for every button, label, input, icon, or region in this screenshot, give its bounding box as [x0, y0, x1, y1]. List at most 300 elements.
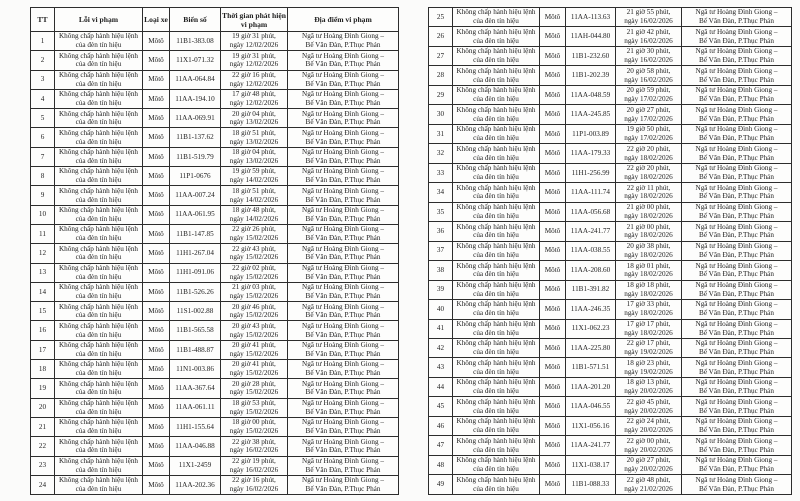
location-cell [682, 455, 792, 474]
time-cell [616, 416, 682, 435]
vehicle-type-cell: Môtô [540, 261, 566, 280]
location-cell [682, 475, 792, 495]
vehicle-type-cell: Môtô [143, 167, 170, 186]
vehicle-type-cell: Môtô [540, 222, 566, 241]
location-cell-line: Ngã tư Hoàng Đình Giong – [695, 27, 778, 36]
plate-cell: 11AA-048.59 [566, 85, 616, 104]
violation-cell: Không chấp hành hiệu lệnh của đèn tín hiệu [453, 144, 540, 163]
time-cell-line: ngày 15/02/2026 [229, 234, 279, 243]
plate-cell: 11B1-519.79 [170, 147, 221, 166]
violation-cell: Không chấp hành hiệu lệnh của đèn tín hiệu [55, 475, 143, 494]
violation-cell: Không chấp hành hiệu lệnh của đèn tín hiệu [55, 244, 143, 263]
violation-cell: Không chấp hành hiệu lệnh của đèn tín hiệu [453, 261, 540, 280]
row-number-cell: 49 [429, 475, 453, 495]
time-cell [616, 358, 682, 377]
location-cell-line: Ngã tư Hoàng Đình Giong – [302, 109, 384, 118]
violation-row [31, 70, 399, 89]
vehicle-type-cell: Môtô [143, 456, 170, 475]
location-cell-line: Ngã tư Hoàng Đình Giong – [695, 397, 778, 406]
violation-row [429, 183, 792, 202]
plate-cell: 11H1-256.99 [566, 163, 616, 182]
time-cell [221, 360, 288, 379]
location-cell-line: Bế Văn Đàn, P.Thục Phán [699, 192, 774, 201]
violation-row [31, 417, 399, 436]
header-violation: Lỗi vi phạm [55, 8, 143, 32]
location-cell-line: Bế Văn Đàn, P.Thục Phán [699, 387, 774, 396]
time-cell-line: 21 giờ 30 phút, [626, 47, 671, 56]
plate-cell: 11AA-241.77 [566, 436, 616, 455]
location-cell-line: Ngã tư Hoàng Đình Giong – [695, 8, 778, 17]
location-cell [288, 302, 399, 321]
location-cell-line: Ngã tư Hoàng Đình Giong – [695, 183, 778, 192]
time-cell-line: ngày 20/02/2026 [624, 387, 673, 396]
time-cell-line: 18 giờ 01 phút, [626, 261, 671, 270]
violation-cell: Không chấp hành hiệu lệnh của đèn tín hiệu [55, 282, 143, 301]
vehicle-type-cell: Môtô [540, 475, 566, 495]
violation-cell: Không chấp hành hiệu lệnh của đèn tín hiệu [55, 360, 143, 379]
location-cell-line: Ngã tư Hoàng Đình Giong – [695, 86, 778, 95]
violation-cell: Không chấp hành hiệu lệnh của đèn tín hiệu [453, 222, 540, 241]
location-cell [682, 338, 792, 357]
time-cell [221, 32, 288, 51]
row-number-cell: 2 [31, 51, 55, 70]
time-cell-line: 20 giờ 38 phút, [626, 242, 671, 251]
location-cell-line: Bế Văn Đàn, P.Thục Phán [699, 328, 774, 337]
time-cell-line: ngày 16/02/2026 [229, 465, 279, 474]
plate-cell: 11AA-064.84 [170, 70, 221, 89]
vehicle-type-cell: Môtô [143, 51, 170, 70]
plate-cell: 11AA-245.85 [566, 105, 616, 124]
location-cell-line: Ngã tư Hoàng Đình Giong – [695, 436, 778, 445]
location-cell [288, 340, 399, 359]
location-cell-line: Bế Văn Đàn, P.Thục Phán [699, 134, 774, 143]
violation-row [31, 340, 399, 359]
vehicle-type-cell: Môtô [143, 302, 170, 321]
row-number-cell: 23 [31, 456, 55, 475]
location-cell-line: Ngã tư Hoàng Đình Giong – [302, 244, 384, 253]
time-cell-line: ngày 15/02/2026 [229, 253, 279, 262]
violation-row [429, 241, 792, 260]
row-number-cell: 34 [429, 183, 453, 202]
violation-cell: Không chấp hành hiệu lệnh của đèn tín hiệu [453, 280, 540, 299]
time-cell-line: ngày 14/02/2026 [229, 176, 279, 185]
violation-cell: Không chấp hành hiệu lệnh của đèn tín hiệu [453, 475, 540, 495]
location-cell [682, 416, 792, 435]
time-cell-line: 22 giờ 20 phút, [626, 144, 671, 153]
vehicle-type-cell: Môtô [143, 147, 170, 166]
vehicle-type-cell: Môtô [143, 32, 170, 51]
violation-row [429, 280, 792, 299]
location-cell-line: Bế Văn Đàn, P.Thục Phán [305, 484, 381, 493]
violation-cell: Không chấp hành hiệu lệnh của đèn tín hiệu [55, 302, 143, 321]
location-cell-line: Bế Văn Đàn, P.Thục Phán [305, 407, 381, 416]
time-cell-line: 22 giờ 16 phút, [232, 70, 276, 79]
plate-cell: 11AA-046.55 [566, 397, 616, 416]
violation-cell: Không chấp hành hiệu lệnh của đèn tín hiệu [55, 205, 143, 224]
vehicle-type-cell: Môtô [540, 241, 566, 260]
location-cell-line: Bế Văn Đàn, P.Thục Phán [305, 349, 381, 358]
violation-cell: Không chấp hành hiệu lệnh của đèn tín hiệu [453, 46, 540, 65]
violation-cell: Không chấp hành hiệu lệnh của đèn tín hiệu [55, 379, 143, 398]
location-cell-line: Ngã tư Hoàng Đình Giong – [695, 281, 778, 289]
row-number-cell: 25 [429, 8, 453, 27]
time-cell [221, 51, 288, 70]
time-cell [616, 46, 682, 65]
row-number-cell: 37 [429, 241, 453, 260]
time-cell-line: ngày 16/02/2026 [624, 17, 673, 26]
violation-cell: Không chấp hành hiệu lệnh của đèn tín hiệu [453, 66, 540, 85]
location-cell-line: Ngã tư Hoàng Đình Giong – [302, 32, 384, 41]
row-number-cell: 41 [429, 319, 453, 338]
time-cell-line: 22 giờ 11 phút, [626, 183, 671, 192]
time-cell-line: ngày 18/02/2026 [624, 153, 673, 162]
location-cell [288, 417, 399, 436]
violation-row [31, 475, 399, 494]
location-cell [682, 27, 792, 46]
time-cell [221, 89, 288, 108]
row-number-cell: 46 [429, 416, 453, 435]
location-cell-line: Bế Văn Đàn, P.Thục Phán [699, 75, 774, 84]
time-cell-line: 22 giờ 19 phút, [232, 456, 276, 465]
location-cell-line: Ngã tư Hoàng Đình Giong – [695, 378, 778, 387]
row-number-cell: 47 [429, 436, 453, 455]
time-cell [221, 302, 288, 321]
vehicle-type-cell: Môtô [540, 358, 566, 377]
row-number-cell: 11 [31, 224, 55, 243]
time-cell-line: ngày 12/02/2026 [229, 99, 279, 108]
time-cell-line: 21 giờ 55 phút, [626, 8, 671, 17]
violation-row [31, 282, 399, 301]
violation-cell: Không chấp hành hiệu lệnh của đèn tín hiệu [453, 397, 540, 416]
time-cell-line: ngày 16/02/2026 [229, 446, 279, 455]
plate-cell: 11AA-061.95 [170, 205, 221, 224]
location-cell-line: Bế Văn Đàn, P.Thục Phán [699, 153, 774, 162]
location-cell [288, 32, 399, 51]
time-cell-line: 22 giờ 24 phút, [626, 417, 671, 426]
plate-cell: 11AA-007.24 [170, 186, 221, 205]
plate-cell: 11P1-003.89 [566, 124, 616, 143]
violation-row [31, 109, 399, 128]
violation-row [429, 397, 792, 416]
time-cell-line: 20 giờ 28 phút, [232, 379, 276, 388]
location-cell-line: Ngã tư Hoàng Đình Giong – [302, 360, 384, 369]
vehicle-type-cell: Môtô [540, 163, 566, 182]
time-cell-line: ngày 18/02/2026 [624, 211, 673, 220]
violation-row [31, 379, 399, 398]
location-cell-line: Bế Văn Đàn, P.Thục Phán [305, 137, 381, 146]
location-cell [682, 8, 792, 27]
violation-cell: Không chấp hành hiệu lệnh của đèn tín hiệu [55, 32, 143, 51]
plate-cell: 11AA-056.68 [566, 202, 616, 221]
header-location: Địa điểm vi phạm [288, 8, 399, 32]
location-cell-line: Bế Văn Đàn, P.Thục Phán [699, 95, 774, 104]
violation-row [429, 475, 792, 495]
time-cell [616, 27, 682, 46]
vehicle-type-cell: Môtô [143, 379, 170, 398]
violation-cell: Không chấp hành hiệu lệnh của đèn tín hiệu [55, 51, 143, 70]
time-cell-line: ngày 18/02/2026 [624, 172, 673, 181]
vehicle-type-cell: Môtô [540, 8, 566, 27]
time-cell-line: 19 giờ 31 phút, [232, 51, 276, 60]
header-time: Thời gian phát hiện vi phạm [221, 8, 288, 32]
plate-cell: 11B1-088.33 [566, 475, 616, 495]
row-number-cell: 29 [429, 85, 453, 104]
violation-cell: Không chấp hành hiệu lệnh của đèn tín hiệu [453, 358, 540, 377]
vehicle-type-cell: Môtô [143, 70, 170, 89]
location-cell-line: Bế Văn Đàn, P.Thục Phán [699, 445, 774, 454]
time-cell-line: ngày 15/02/2026 [229, 427, 279, 436]
location-cell-line: Ngã tư Hoàng Đình Giong – [695, 339, 778, 348]
violation-cell: Không chấp hành hiệu lệnh của đèn tín hiệu [55, 417, 143, 436]
time-cell-line: ngày 20/02/2026 [624, 426, 673, 435]
violation-row [31, 32, 399, 51]
row-number-cell: 28 [429, 66, 453, 85]
vehicle-type-cell: Môtô [540, 183, 566, 202]
time-cell-line: ngày 16/02/2026 [624, 36, 673, 45]
vehicle-type-cell: Môtô [143, 89, 170, 108]
location-cell [288, 379, 399, 398]
time-cell-line: 18 giờ 51 phút, [232, 128, 276, 137]
location-cell-line: Bế Văn Đàn, P.Thục Phán [305, 465, 381, 474]
location-cell [288, 205, 399, 224]
plate-cell: 11AA-208.60 [566, 261, 616, 280]
violation-row [429, 105, 792, 124]
violation-row [31, 205, 399, 224]
time-cell [221, 263, 288, 282]
violation-row [429, 338, 792, 357]
time-cell [616, 338, 682, 357]
plate-cell: 11AA-202.36 [170, 475, 221, 494]
violation-cell: Không chấp hành hiệu lệnh của đèn tín hiệu [55, 456, 143, 475]
row-number-cell: 3 [31, 70, 55, 89]
location-cell [682, 377, 792, 396]
row-number-cell: 12 [31, 244, 55, 263]
time-cell-line: ngày 18/02/2026 [624, 270, 673, 279]
time-cell-line: 17 giờ 48 phút, [232, 90, 276, 99]
violation-cell: Không chấp hành hiệu lệnh của đèn tín hiệu [453, 183, 540, 202]
time-cell-line: ngày 17/02/2026 [624, 95, 673, 104]
violation-cell: Không chấp hành hiệu lệnh của đèn tín hiệu [55, 109, 143, 128]
violation-cell: Không chấp hành hiệu lệnh của đèn tín hiệu [55, 70, 143, 89]
location-cell-line: Ngã tư Hoàng Đình Giong – [695, 164, 778, 173]
location-cell [288, 70, 399, 89]
vehicle-type-cell: Môtô [540, 300, 566, 319]
violation-cell: Không chấp hành hiệu lệnh của đèn tín hiệu [453, 85, 540, 104]
location-cell-line: Bế Văn Đàn, P.Thục Phán [305, 272, 381, 281]
row-number-cell: 20 [31, 398, 55, 417]
plate-cell: 11B1-383.08 [170, 32, 221, 51]
location-cell-line: Ngã tư Hoàng Đình Giong – [695, 319, 778, 328]
time-cell-line: 20 giờ 59 phút, [626, 86, 671, 95]
location-cell [288, 475, 399, 494]
time-cell-line: ngày 18/02/2026 [624, 328, 673, 337]
vehicle-type-cell: Môtô [143, 205, 170, 224]
vehicle-type-cell: Môtô [143, 398, 170, 417]
time-cell-line: 21 giờ 03 phút, [232, 283, 276, 292]
location-cell [682, 280, 792, 299]
time-cell-line: 19 giờ 59 phút, [232, 167, 276, 176]
location-cell-line: Bế Văn Đàn, P.Thục Phán [699, 367, 774, 376]
violation-row [429, 66, 792, 85]
vehicle-type-cell: Môtô [540, 105, 566, 124]
location-cell-line: Ngã tư Hoàng Đình Giong – [302, 128, 384, 137]
location-cell-line: Ngã tư Hoàng Đình Giong – [302, 51, 384, 60]
location-cell-line: Ngã tư Hoàng Đình Giong – [695, 203, 778, 212]
location-cell-line: Bế Văn Đàn, P.Thục Phán [305, 330, 381, 339]
location-cell-line: Bế Văn Đàn, P.Thục Phán [305, 79, 381, 88]
vehicle-type-cell: Môtô [540, 124, 566, 143]
row-number-cell: 40 [429, 300, 453, 319]
location-cell [288, 167, 399, 186]
vehicle-type-cell: Môtô [540, 436, 566, 455]
location-cell [288, 186, 399, 205]
location-cell-line: Bế Văn Đàn, P.Thục Phán [699, 172, 774, 181]
time-cell [221, 437, 288, 456]
time-cell-line: 22 giờ 45 phút, [626, 397, 671, 406]
location-cell [682, 105, 792, 124]
location-cell [682, 261, 792, 280]
vehicle-type-cell: Môtô [143, 109, 170, 128]
time-cell-line: 18 giờ 23 phút, [626, 358, 671, 367]
location-cell-line: Bế Văn Đàn, P.Thục Phán [699, 465, 774, 474]
row-number-cell: 33 [429, 163, 453, 182]
location-cell-line: Ngã tư Hoàng Đình Giong – [302, 379, 384, 388]
location-cell-line: Bế Văn Đàn, P.Thục Phán [305, 176, 381, 185]
location-cell-line: Ngã tư Hoàng Đình Giong – [695, 242, 778, 251]
time-cell-line: ngày 18/02/2026 [624, 231, 673, 240]
violation-row [31, 360, 399, 379]
plate-cell: 11AH-044.80 [566, 27, 616, 46]
vehicle-type-cell: Môtô [143, 417, 170, 436]
row-number-cell: 42 [429, 338, 453, 357]
plate-cell: 11AA-111.74 [566, 183, 616, 202]
row-number-cell: 18 [31, 360, 55, 379]
time-cell [616, 105, 682, 124]
header-vehicle: Loại xe [143, 8, 170, 32]
time-cell-line: 22 giờ 17 phút, [626, 339, 671, 348]
row-number-cell: 39 [429, 280, 453, 299]
time-cell-line: 18 giờ 00 phút, [232, 418, 276, 427]
row-number-cell: 45 [429, 397, 453, 416]
location-cell [288, 321, 399, 340]
plate-cell: 11B1-571.51 [566, 358, 616, 377]
plate-cell: 11AA-061.11 [170, 398, 221, 417]
time-cell-line: 22 giờ 00 phút, [626, 436, 671, 445]
time-cell-line: ngày 17/02/2026 [624, 134, 673, 143]
violation-row [31, 167, 399, 186]
plate-cell: 11AA-038.55 [566, 241, 616, 260]
location-cell-line: Ngã tư Hoàng Đình Giong – [302, 70, 384, 79]
location-cell-line: Bế Văn Đàn, P.Thục Phán [699, 114, 774, 123]
location-cell-line: Ngã tư Hoàng Đình Giong – [302, 225, 384, 234]
location-cell [682, 241, 792, 260]
violation-row [429, 202, 792, 221]
violation-cell: Không chấp hành hiệu lệnh của đèn tín hiệu [453, 300, 540, 319]
location-cell-line: Bế Văn Đàn, P.Thục Phán [305, 253, 381, 262]
time-cell-line: ngày 16/02/2026 [624, 75, 673, 84]
plate-cell: 11P1-0676 [170, 167, 221, 186]
location-cell-line: Ngã tư Hoàng Đình Giong – [302, 167, 384, 176]
violation-cell: Không chấp hành hiệu lệnh của đèn tín hiệu [55, 437, 143, 456]
violation-cell: Không chấp hành hiệu lệnh của đèn tín hiệu [453, 338, 540, 357]
location-cell-line: Bế Văn Đàn, P.Thục Phán [699, 406, 774, 415]
location-cell-line: Ngã tư Hoàng Đình Giong – [695, 125, 778, 134]
time-cell-line: 17 giờ 33 phút, [626, 300, 671, 309]
time-cell-line: ngày 20/02/2026 [624, 445, 673, 454]
plate-cell: 11B1-526.26 [170, 282, 221, 301]
location-cell [288, 51, 399, 70]
row-number-cell: 48 [429, 455, 453, 474]
violation-row [31, 51, 399, 70]
time-cell-line: ngày 14/02/2026 [229, 195, 279, 204]
plate-cell: 11AA-241.77 [566, 222, 616, 241]
violation-cell: Không chấp hành hiệu lệnh của đèn tín hiệu [453, 8, 540, 27]
violation-row [429, 358, 792, 377]
time-cell-line: ngày 13/02/2026 [229, 137, 279, 146]
time-cell [221, 167, 288, 186]
violation-row [31, 302, 399, 321]
time-cell [616, 436, 682, 455]
time-cell-line: ngày 12/02/2026 [229, 79, 279, 88]
time-cell-line: ngày 18/02/2026 [624, 192, 673, 201]
violation-row [31, 456, 399, 475]
location-cell [682, 436, 792, 455]
vehicle-type-cell: Môtô [540, 66, 566, 85]
time-cell [616, 377, 682, 396]
time-cell-line: ngày 15/02/2026 [229, 330, 279, 339]
time-cell-line: ngày 19/02/2026 [624, 348, 673, 357]
location-cell-line: Bế Văn Đàn, P.Thục Phán [699, 270, 774, 279]
time-cell-line: ngày 18/02/2026 [624, 250, 673, 259]
violation-row [429, 222, 792, 241]
row-number-cell: 31 [429, 124, 453, 143]
location-cell [288, 128, 399, 147]
violation-row [31, 128, 399, 147]
violation-cell: Không chấp hành hiệu lệnh của đèn tín hiệu [55, 321, 143, 340]
row-number-cell: 35 [429, 202, 453, 221]
location-cell-line: Ngã tư Hoàng Đình Giong – [695, 358, 778, 367]
time-cell-line: 22 giờ 02 phút, [232, 263, 276, 272]
time-cell-line: ngày 19/02/2026 [624, 367, 673, 376]
violations-table-right [428, 7, 792, 495]
location-cell [682, 46, 792, 65]
time-cell [616, 66, 682, 85]
row-number-cell: 26 [429, 27, 453, 46]
location-cell [288, 456, 399, 475]
plate-cell: 11B1-232.60 [566, 46, 616, 65]
location-cell-line: Bế Văn Đàn, P.Thục Phán [305, 292, 381, 300]
plate-cell: 11H1-267.04 [170, 244, 221, 263]
location-cell-line: Ngã tư Hoàng Đình Giong – [302, 418, 384, 427]
location-cell-line: Ngã tư Hoàng Đình Giong – [695, 144, 778, 153]
row-number-cell: 16 [31, 321, 55, 340]
time-cell-line: 22 giờ 16 phút, [232, 476, 276, 485]
location-cell-line: Bế Văn Đàn, P.Thục Phán [699, 56, 774, 65]
time-cell [616, 397, 682, 416]
time-cell [616, 85, 682, 104]
row-number-cell: 24 [31, 475, 55, 494]
location-cell [682, 85, 792, 104]
violation-row [31, 437, 399, 456]
time-cell-line: 19 giờ 50 phút, [626, 125, 671, 134]
location-cell-line: Bế Văn Đàn, P.Thục Phán [699, 17, 774, 26]
violation-row [429, 85, 792, 104]
time-cell [616, 280, 682, 299]
time-cell-line: ngày 12/02/2026 [229, 41, 279, 50]
row-number-cell: 1 [31, 32, 55, 51]
violation-row [429, 163, 792, 182]
time-cell-line: 22 giờ 20 phút, [626, 164, 671, 173]
